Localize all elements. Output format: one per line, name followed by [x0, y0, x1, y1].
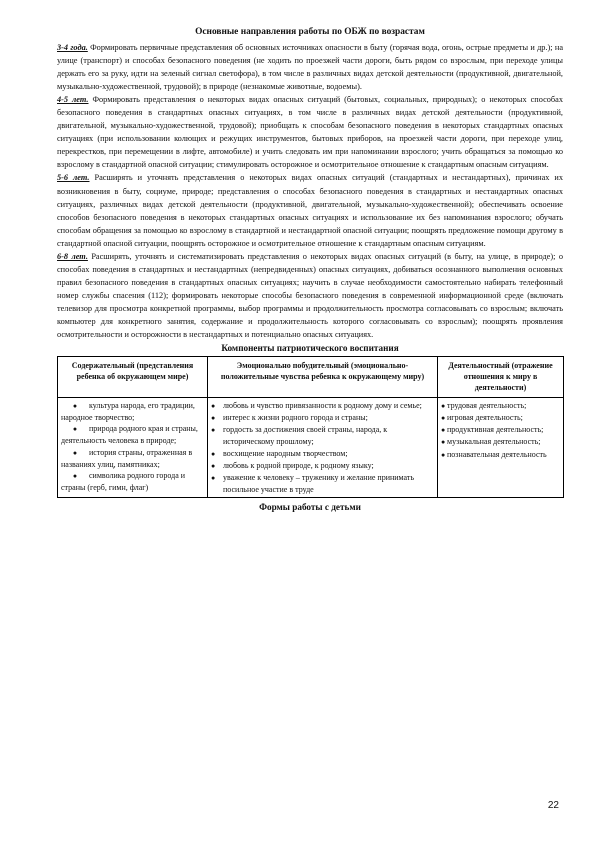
list-item: ● трудовая деятельность;: [441, 400, 560, 412]
bullet-icon: ●: [72, 425, 78, 434]
list-item: ● игровая деятельность;: [441, 412, 560, 424]
bullet-icon: ●: [211, 461, 216, 470]
list-item: ● музыкальная деятельность;: [441, 436, 560, 448]
table-cell-activity: [438, 397, 564, 498]
list-item: ● уважение к человеку – труженику и желание принимать посильное участие в труде: [211, 472, 415, 495]
bullet-icon: ●: [211, 401, 216, 410]
age-section-4-5: [57, 93, 563, 171]
list-item: ● история страны, отраженная в названиях улиц, памятниках;: [61, 447, 193, 469]
list-item: ● продуктивная деятельность;: [441, 424, 560, 436]
bullet-icon: ●: [441, 401, 446, 410]
age-sections: [57, 41, 563, 341]
list-item: ● восхищение народным творчеством;: [211, 448, 434, 460]
list-item: ● интерес к жизни родного города и страны;: [211, 412, 434, 424]
forms-title: Формы работы с детьми: [259, 502, 361, 513]
bullet-icon: ●: [72, 471, 78, 480]
list-item: ● природа родного края и страны, деятельность человека в природе;: [61, 424, 198, 446]
bullet-icon: ●: [441, 413, 446, 422]
page-number: 22: [547, 800, 559, 811]
list-item: ● любовь и чувство привязанности к родному дому и семье;: [211, 400, 434, 412]
age-section-5-6: [57, 171, 563, 249]
bullet-icon: ●: [441, 426, 446, 435]
emotional-list: [211, 400, 434, 496]
age-text: Расширять, уточнять и систематизировать представления о некоторых видах опасных ситуаций (в быту, на улице, в природе); о способах поведения в стандартных и нестандартных (непредвиденных) опасных ситуациях, добиваться осознанного выполнения основных правил безопасного поведения в стандартных опасных ситуациях; научить в случае необходимости самостоятельно набирать телефонный номер службы спасения (112); формировать некоторые способы безопасного поведения в современной информационной среде (включать телевизор для просмотра конкретной программы, выбор программы и продолжительность просмотра согласовывать со взрослым; включать компьютер для конкретного занятия, содержание и продолжительность которого согласовывать со взрослым); поощрять проявления осмотрительности и осторожности в нестандартных и потенциально опасных ситуациях.: [57, 251, 563, 340]
age-heading: 5-6 лет.: [57, 173, 90, 183]
bullet-icon: ●: [211, 449, 216, 458]
bullet-icon: ●: [441, 438, 446, 447]
age-heading: 4-5 лет.: [57, 95, 89, 105]
bullet-icon: ●: [72, 401, 78, 410]
table-header-cell: Эмоционально побудительный (эмоционально-положительные чувства ребенка к окружающему миру): [208, 357, 438, 398]
table-cell-emotional: [208, 397, 438, 498]
table-row: [58, 397, 564, 498]
list-item: ● гордость за достижения своей страны, народа, к историческому прошлому;: [211, 425, 388, 447]
bullet-icon: ●: [72, 448, 78, 457]
activity-list: [441, 400, 560, 461]
bullet-icon: ●: [441, 450, 446, 459]
age-text: Формировать первичные представления об основных источниках опасности в быту (горячая вода, огонь, острые предметы и др.); на улице (транспорт) и способах безопасного поведения (не ходить по проезжей части дороги, быть рядом со взрослым, при переходе улицы держать его за руку, идти на зеленый сигнал светофора), в том числе в различных видах детской деятельности (продуктивной, двигательной, музыкально-художественной, трудовой); в природе (незнакомые животные, водоемы).: [57, 43, 564, 92]
age-text: Формировать представления о некоторых видах опасных ситуаций (бытовых, социальных, природных); о некоторых способах безопасного поведения в стандартных опасных ситуациях, в том числе в различных видах детской деятельности (продуктивной, двигательной, музыкально-художественной, трудовой); приобщать к способам безопасного поведения в некоторых стандартных опасных ситуациях (при использовании колющих и режущих инструментов, бытовых приборов, на проезжей части дороги, при переходе улиц, перекрестков, при перемещении в лифте, автомобиле) и учить следовать им при напоминании взрослого; учить обращаться за помощью ко взрослому в стандартной опасной ситуации; стимулировать осторожное и осмотрительное отношение к стандартным опасным ситуациям.: [57, 95, 563, 170]
list-item: ● познавательная деятельность: [441, 449, 560, 461]
age-section-3-4: [57, 41, 563, 93]
content-list: [61, 400, 204, 494]
bullet-icon: ●: [211, 426, 216, 435]
age-heading: 3-4 года.: [57, 43, 88, 52]
list-item: ● символика родного города и страны (герб, гимн, флаг): [61, 470, 186, 493]
table-header-row: [58, 357, 564, 398]
table-title: Компоненты патриотического воспитания: [221, 343, 399, 354]
age-text: Расширять и уточнять представления о некоторых видах опасных ситуаций (стандартных и нестандартных), причинах их возникновения в быту, социуме, природе; представления о способах безопасного поведения в стандартных и нестандартных опасных ситуациях, различных видах детской деятельности (продуктивной, двигательной, музыкально-художественной); обеспечивать освоение способов безопасного поведения в некоторых стандартных опасных ситуациях и использование их без напоминания взрослого; обучать способам обращения за помощью ко взрослому в стандартной и нестандартной опасной ситуации; поощрять предложение помощи другому в стандартной опасной ситуации, поощрять осторожное и осмотрительное отношение к стандартным опасным ситуациям.: [57, 173, 563, 248]
page-title: Основные направления работы по ОБЖ по возрастам: [195, 27, 425, 37]
table-header-cell: Деятельностный (отражение отношения к миру в деятельности): [438, 357, 564, 398]
age-section-6-8: [57, 250, 563, 341]
list-item: ● культура народа, его традиции, народное творчество;: [61, 400, 195, 422]
patriotic-components-table: [57, 356, 564, 498]
document-page: [57, 27, 563, 512]
list-item: ● любовь к родной природе, к родному языку;: [211, 460, 434, 472]
age-heading: 6-8 лет.: [57, 251, 88, 261]
bullet-icon: ●: [211, 473, 216, 482]
bullet-icon: ●: [211, 413, 216, 422]
table-header-cell: Содержательный (представления ребенка об окружающем мире): [58, 357, 208, 398]
table-cell-content: [58, 397, 208, 498]
